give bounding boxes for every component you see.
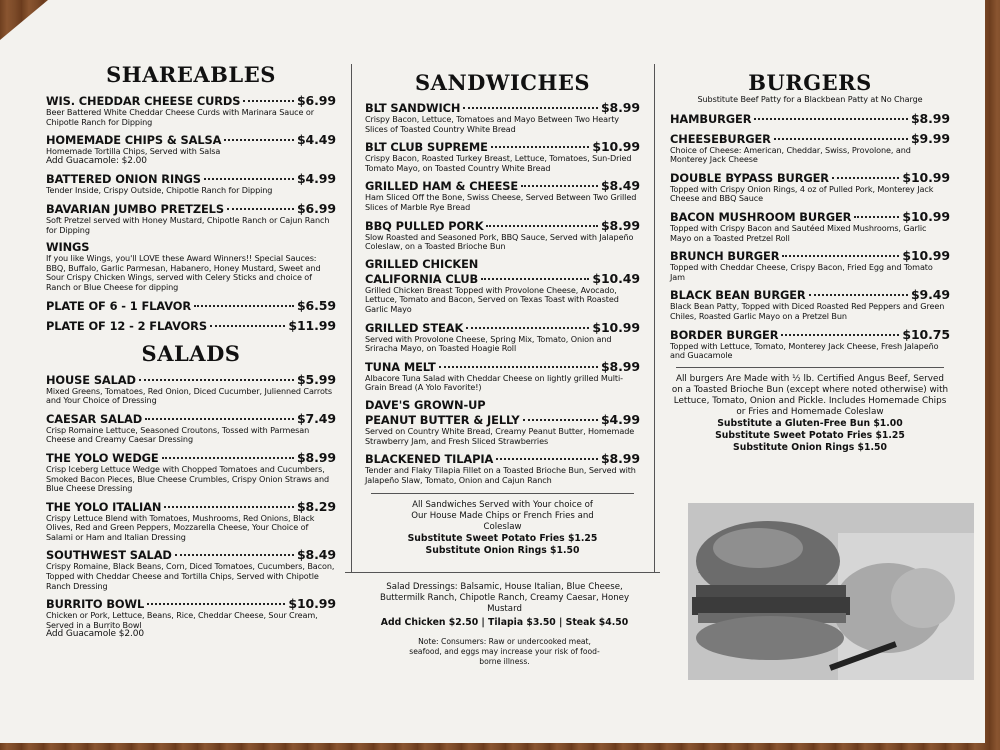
menu-item-price: $6.59: [296, 297, 336, 313]
menu-item-line: [365, 271, 640, 286]
menu-item: [365, 257, 640, 315]
dressings-block: [362, 582, 647, 667]
menu-item-line: [365, 139, 640, 154]
menu-item-description: Mixed Greens, Tomatoes, Red Onion, Diced Cucumber, Julienned Carrots and Your Choice of Dressing: [46, 385, 332, 406]
menu-item: [46, 372, 336, 406]
menu-item-description: Soft Pretzel served with Honey Mustard, Chipotle Ranch or Cajun Ranch for Dipping: [46, 214, 330, 235]
leader-dots: [439, 366, 598, 368]
burgers-heading: BURGERS: [748, 70, 872, 95]
menu-item-price: $4.99: [296, 171, 336, 187]
leader-dots: [854, 216, 899, 218]
menu-item-line: [670, 327, 950, 342]
menu-item-price: $10.99: [592, 139, 640, 155]
menu-item-description: Chicken or Pork, Lettuce, Beans, Rice, Cheddar Cheese, Sour Cream, Served in a Burrito Bowl: [46, 610, 318, 630]
sandwich-onion-rings-note: Substitute Onion Rings $1.50: [425, 545, 580, 557]
menu-item-line: [46, 372, 336, 387]
menu-item-line: [46, 93, 336, 108]
menu-item-price: $8.99: [600, 358, 640, 374]
menu-item-line: [365, 100, 640, 115]
menu-item-description: Grilled Chicken Breast Topped with Provolone Cheese, Avocado, Lettuce, Tomato and Bacon, Served on Texas Toast with Roasted Garlic Mayo: [365, 284, 619, 314]
menu-item-line: [46, 450, 336, 465]
menu-item-price: $6.99: [296, 200, 336, 216]
leader-dots: [496, 458, 598, 460]
menu-item-price: $8.99: [600, 217, 640, 233]
sandwich-footer-note: All Sandwiches Served with Your choice of Our House Made Chips or French Fries and Coleslaw: [411, 500, 594, 533]
menu-item-description: Crisp Romaine Lettuce, Seasoned Croutons, Tossed with Parmesan Cheese and Creamy Caesar Dressing: [46, 424, 310, 445]
menu-item-price: $8.49: [296, 547, 336, 563]
menu-item-line: [670, 287, 950, 302]
burger-footer-rule: [676, 367, 944, 368]
menu-item-description: Topped with Cheddar Cheese, Crispy Bacon, Fried Egg and Tomato Jam: [670, 262, 933, 282]
menu-item: [365, 178, 640, 212]
menu-item-description: Choice of Cheese: American, Cheddar, Swiss, Provolone, and Monterey Jack Cheese: [670, 144, 911, 165]
menu-item-name: BAVARIAN JUMBO PRETZELS: [46, 201, 224, 216]
leader-dots: [832, 177, 899, 179]
menu-item: [670, 111, 950, 126]
menu-item-price: $6.99: [296, 93, 336, 108]
menu-item-description: Topped with Crispy Onion Rings, 4 oz of Pulled Pork, Monterey Jack Cheese and BBQ Sauce: [670, 183, 934, 204]
sandwich-box-bottom-rule: [345, 572, 660, 573]
menu-item-line: [46, 298, 336, 313]
menu-item: [670, 327, 950, 361]
menu-item-name: BLT CLUB SUPREME: [365, 140, 488, 155]
menu-item-description: Crispy Romaine, Black Beans, Corn, Diced Tomatoes, Cucumbers, Bacon, Topped with Cheddar Cheese and Tortilla Chips, Served with Chipotle Ranch Dressing: [46, 561, 335, 591]
burgers-list: [670, 111, 950, 361]
sandwich-footer-rule: [371, 493, 634, 494]
sandwiches-list: [365, 100, 640, 485]
salads-heading: SALADS: [141, 340, 241, 366]
leader-dots: [147, 603, 285, 605]
leader-dots: [523, 419, 598, 421]
health-notice: Note: Consumers: Raw or undercooked meat, seafood, and eggs may increase your risk of food-borne illness.: [409, 637, 600, 666]
menu-item-price: $10.99: [902, 208, 950, 224]
menu-item-description: Tender and Flaky Tilapia Fillet on a Toasted Brioche Bun, Served with Jalapeño Slaw, Tomato, Onion and Cajun Ranch: [365, 465, 636, 485]
menu-item-price: $8.99: [910, 110, 950, 126]
leader-dots: [782, 255, 899, 257]
menu-item-price: $7.49: [296, 410, 336, 426]
menu-item-line: [46, 201, 336, 216]
menu-item: [46, 298, 336, 313]
menu-item-line: [365, 178, 640, 193]
leader-dots: [463, 107, 598, 109]
menu-item-price: $11.99: [288, 317, 336, 333]
menu-item-line: [46, 547, 336, 562]
menu-item-line: [670, 209, 950, 224]
menu-item-name: BLACKENED TILAPIA: [365, 452, 494, 467]
burger-sweet-potato-note: Substitute Sweet Potato Fries $1.25: [715, 429, 905, 441]
menu-item: [46, 132, 336, 166]
menu-item-description: Homemade Tortilla Chips, Served with Salsa: [46, 146, 221, 157]
menu-item-name: CHEESEBURGER: [670, 131, 771, 146]
menu-item-line: [46, 171, 336, 186]
menu-item-name: BATTERED ONION RINGS: [46, 172, 201, 187]
menu-item: [670, 287, 950, 321]
menu-item-name: BLACK BEAN BURGER: [670, 288, 806, 303]
menu-item-line: [670, 111, 950, 126]
menu-item-line: [365, 359, 640, 374]
dressings-text: Salad Dressings: Balsamic, House Italian, Blue Cheese, Buttermilk Ranch, Chipotle Ranch, Creamy Caesar, Honey Mustard: [379, 582, 630, 614]
burger-onion-rings-note: Substitute Onion Rings $1.50: [733, 441, 887, 453]
menu-item-price: $8.29: [296, 498, 336, 514]
menu-item-price: $8.49: [600, 178, 640, 194]
menu-item-line: [365, 451, 640, 466]
burgers-subtitle: Substitute Beef Patty for a Blackbean Patty at No Charge: [697, 94, 923, 104]
menu-item: [46, 171, 336, 196]
menu-item: [46, 93, 336, 127]
menu-item-name: WIS. CHEDDAR CHEESE CURDS: [46, 94, 241, 108]
leader-dots: [194, 305, 294, 307]
leader-dots: [486, 225, 597, 227]
menu-item-price: $5.99: [296, 371, 336, 387]
menu-item-description: Topped with Crispy Bacon and Sautéed Mixed Mushrooms, Garlic Mayo on a Toasted Pretzel Roll: [670, 222, 927, 243]
menu-item-line: [365, 218, 640, 233]
menu-item-name: DAVE'S GROWN-UP: [365, 397, 486, 412]
menu-item-name: PLATE OF 12 - 2 FLAVORS: [46, 318, 207, 333]
menu-item-price: $4.49: [296, 132, 336, 148]
menu-item-name: CALIFORNIA CLUB: [365, 271, 479, 286]
menu-item-name: PEANUT BUTTER & JELLY: [365, 412, 520, 427]
menu-item-description: Crispy Bacon, Roasted Turkey Breast, Lettuce, Tomatoes, Sun-Dried Tomato Mayo, on Toasted Country White Bread: [365, 153, 632, 173]
menu-item-name: HOUSE SALAD: [46, 372, 136, 387]
leader-dots: [210, 325, 285, 327]
addons-text: Add Chicken $2.50 | Tilapia $3.50 | Steak $4.50: [380, 617, 629, 628]
menu-item: [46, 547, 336, 591]
divider-left: [351, 64, 352, 572]
left-column: [46, 62, 336, 645]
menu-item-description: Crispy Lettuce Blend with Tomatoes, Mushrooms, Red Onions, Black Olives, Red and Green Peppers, Mozzarella Cheese, Your Choice of Salami or Ham and Italian Dressing: [46, 512, 315, 542]
menu-item-line: [365, 412, 640, 427]
menu-item: [365, 359, 640, 393]
menu-item-name: HOMEMADE CHIPS & SALSA: [46, 133, 222, 148]
menu-item-name: BACON MUSHROOM BURGER: [670, 209, 852, 224]
leader-dots: [162, 457, 294, 459]
menu-item-name: SOUTHWEST SALAD: [46, 548, 172, 563]
shareables-list: [46, 93, 336, 333]
menu-item-name: BLT SANDWICH: [365, 101, 461, 115]
menu-item-name: TUNA MELT: [365, 359, 436, 374]
menu-item: [46, 499, 336, 543]
menu-item-price: $8.99: [296, 449, 336, 465]
leader-dots: [204, 178, 294, 180]
menu-item-price: $10.49: [592, 270, 640, 286]
leader-dots: [521, 185, 598, 187]
leader-dots: [139, 379, 294, 381]
menu-item-name: PLATE OF 6 - 1 FLAVOR: [46, 298, 192, 313]
menu-item-name: GRILLED STEAK: [365, 320, 464, 335]
right-column: [670, 70, 950, 454]
menu-item-line: [46, 318, 336, 333]
sandwiches-heading: SANDWICHES: [415, 70, 590, 95]
menu-item-description: Served on Country White Bread, Creamy Peanut Butter, Homemade Strawberry Jam, and Fresh Sliced Strawberries: [365, 425, 635, 446]
gluten-free-note: Substitute a Gluten-Free Bun $1.00: [717, 417, 903, 429]
menu-item-name: DOUBLE BYPASS BURGER: [670, 170, 829, 185]
sandwich-sweet-potato-note: Substitute Sweet Potato Fries $1.25: [407, 533, 598, 545]
menu-item: [46, 596, 336, 640]
menu-item-line: [46, 132, 336, 147]
menu-item-line: [670, 170, 950, 185]
menu-item: [46, 318, 336, 333]
burger-photo: [688, 503, 974, 680]
menu-item-name-line: [365, 398, 640, 412]
leader-dots: [145, 418, 294, 420]
menu-item-name: GRILLED CHICKEN: [365, 256, 479, 271]
leader-dots: [781, 334, 899, 336]
menu-item-description: Crisp Iceberg Lettuce Wedge with Chopped Tomatoes and Cucumbers, Smoked Bacon Pieces, Blue Cheese Crumbles, Crispy Onion Straws and Blue Cheese Dressing: [46, 463, 330, 494]
leader-dots: [164, 506, 294, 508]
menu-item: [670, 209, 950, 243]
menu-item-extra: Add Guacamole: $2.00: [46, 155, 147, 166]
menu-item-price: $9.49: [910, 287, 950, 303]
menu-item-name: WINGS: [46, 240, 90, 255]
menu-item: [46, 240, 336, 292]
menu-item-description: Slow Roasted and Seasoned Pork, BBQ Sauce, Served with Jalapeño Coleslaw, on a Toasted Brioche Bun: [365, 231, 634, 252]
menu-item-name-line: [365, 257, 640, 271]
menu-item-line: [670, 248, 950, 263]
menu-item-line: [365, 320, 640, 335]
divider-right: [654, 64, 655, 572]
menu-item: [46, 450, 336, 494]
menu-item: [365, 100, 640, 134]
menu-item-description: Topped with Lettuce, Tomato, Monterey Jack Cheese, Fresh Jalapeño and Guacamole: [670, 340, 939, 361]
menu-item-line: [46, 499, 336, 514]
menu-item-description: Ham Sliced Off the Bone, Swiss Cheese, Served Between Two Grilled Slices of Marble Rye Bread: [365, 192, 637, 212]
menu-item-name: GRILLED HAM & CHEESE: [365, 179, 519, 194]
burger-footer-note: All burgers Are Made with ½ lb. Certified Angus Beef, Served on a Toasted Brioche Bun (except where noted otherwise) with Lettuce, Tomato, Onion and Pickle. Includes Homemade Chips or Fries and Homemade Coleslaw: [671, 373, 949, 417]
menu-item-line: [46, 240, 336, 254]
menu-item-extra: Add Guacamole $2.00: [46, 629, 144, 640]
menu-item: [46, 411, 336, 445]
leader-dots: [491, 146, 590, 148]
menu-item-name: BURRITO BOWL: [46, 597, 145, 612]
leader-dots: [175, 554, 294, 556]
leader-dots: [481, 278, 589, 280]
menu-item-price: $10.99: [592, 319, 640, 335]
menu-item-description: Served with Provolone Cheese, Spring Mix, Tomato, Onion and Sriracha Mayo, on Toasted Hoagie Roll: [365, 333, 612, 354]
menu-item-name: BORDER BURGER: [670, 327, 779, 342]
leader-dots: [224, 139, 294, 141]
shareables-heading: SHAREABLES: [106, 62, 276, 87]
leader-dots: [243, 100, 294, 102]
menu-item-description: Tender Inside, Crispy Outside, Chipotle Ranch for Dipping: [46, 185, 273, 196]
menu-item-name: HAMBURGER: [670, 111, 752, 126]
menu-item-line: [46, 411, 336, 426]
leader-dots: [227, 208, 294, 210]
middle-column: [365, 70, 640, 557]
menu-item-price: $8.99: [600, 451, 640, 467]
menu-item: [365, 320, 640, 354]
menu-item-description: Black Bean Patty, Topped with Diced Roasted Red Peppers and Green Chiles, Roasted Garlic Mayo on a Pretzel Bun: [670, 301, 945, 321]
leader-dots: [774, 138, 908, 140]
menu-item-name: CAESAR SALAD: [46, 411, 143, 426]
menu-item-price: $4.99: [600, 411, 640, 427]
menu-item-name: THE YOLO WEDGE: [46, 450, 159, 465]
menu-item-line: [46, 596, 336, 611]
menu-item-description: If you like Wings, you'll LOVE these Award Winners!! Special Sauces: BBQ, Buffalo, Garlic Parmesan, Habanero, Honey Mustard, Sweet and Sour Crispy Chicken Wings, served with Celery Sticks and choice of Ranch or Blue Cheese for dipping: [46, 253, 321, 292]
menu-item-price: $10.99: [902, 248, 950, 264]
leader-dots: [466, 327, 589, 329]
menu-item-price: $10.75: [902, 326, 950, 342]
menu-item: [365, 139, 640, 173]
leader-dots: [754, 118, 908, 120]
menu-item-price: $10.99: [902, 169, 950, 185]
menu-item-price: $10.99: [288, 596, 336, 612]
menu-item-price: $9.99: [910, 130, 950, 146]
menu-item-description: Albacore Tuna Salad with Cheddar Cheese on lightly grilled Multi-Grain Bread (A Yolo Favorite!): [365, 372, 623, 393]
menu-item: [670, 170, 950, 204]
menu-item-description: Crispy Bacon, Lettuce, Tomatoes and Mayo Between Two Hearty Slices of Toasted Country White Bread: [365, 114, 619, 134]
menu-item: [670, 248, 950, 282]
menu-item: [365, 398, 640, 446]
menu-item-price: $8.99: [600, 100, 640, 115]
menu-item-name: BBQ PULLED PORK: [365, 218, 484, 233]
menu-item: [365, 451, 640, 485]
menu-item-line: [670, 131, 950, 146]
menu-item: [46, 201, 336, 235]
menu-item-description: Beer Battered White Cheddar Cheese Curds with Marinara Sauce or Chipotle Ranch for Dipping: [46, 107, 314, 127]
leader-dots: [809, 294, 908, 296]
menu-item-name: BRUNCH BURGER: [670, 249, 780, 264]
menu-item: [365, 218, 640, 252]
menu-item-name: THE YOLO ITALIAN: [46, 499, 162, 514]
salads-list: [46, 372, 336, 641]
menu-item: [670, 131, 950, 165]
